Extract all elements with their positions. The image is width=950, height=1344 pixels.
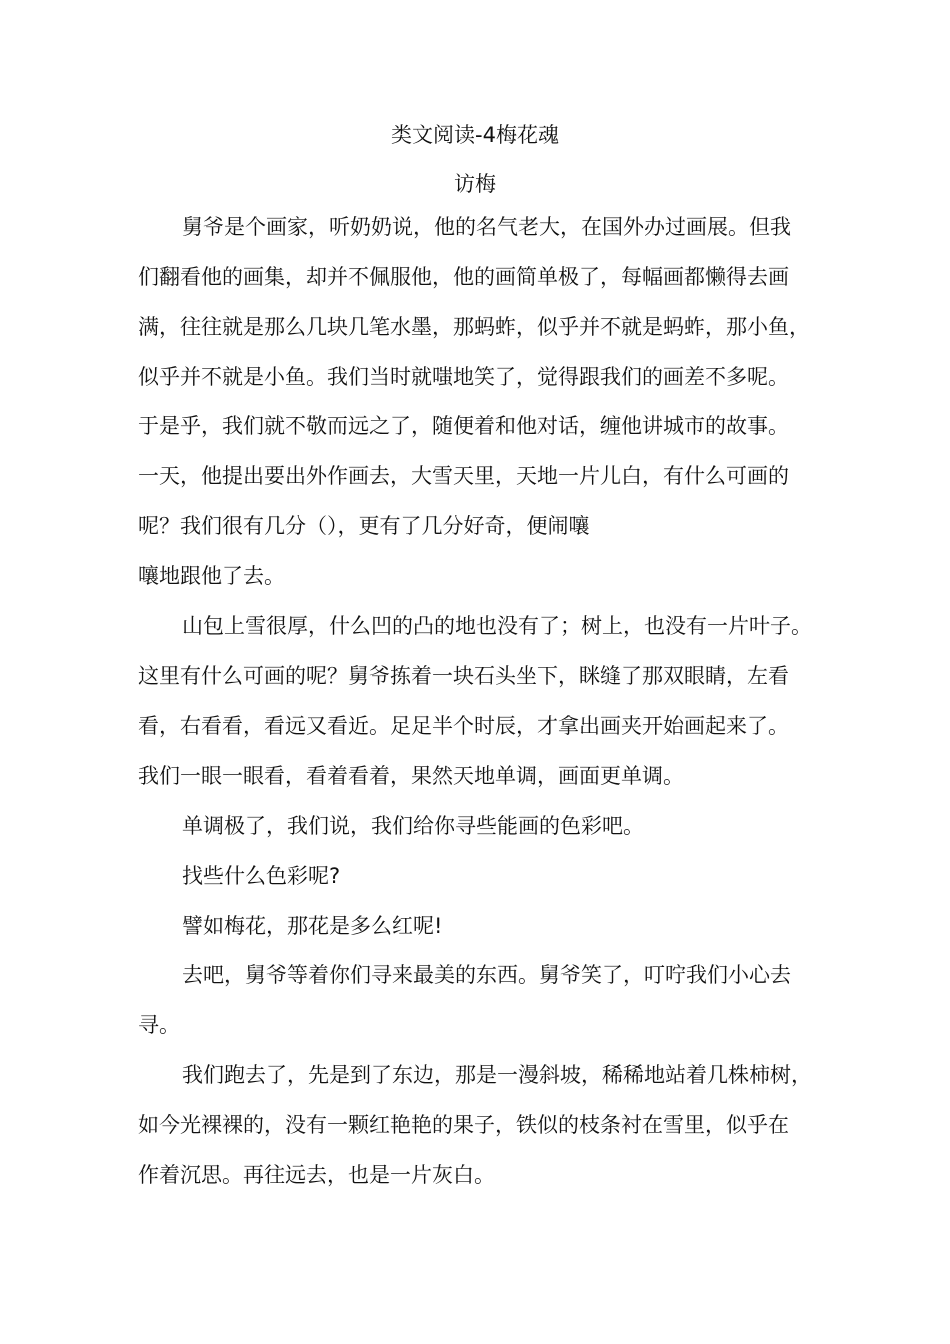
text-line: 这里有什么可画的呢？舅爷拣着一块石头坐下，眯缝了那双眼睛，左看 — [138, 664, 789, 688]
text-line: 似乎并不就是小鱼。我们当时就嗤地笑了，觉得跟我们的画差不多呢。 — [138, 365, 789, 389]
text-line: 舅爷是个画家，听奶奶说，他的名气老大，在国外办过画展。但我 — [182, 215, 791, 239]
text-line: 我们跑去了，先是到了东边，那是一漫斜坡，稀稀地站着几株柿树， — [182, 1063, 812, 1087]
text-line: 满，往往就是那么几块几笔水墨，那蚂蚱，似乎并不就是蚂蚱，那小鱼， — [138, 315, 810, 339]
section-title: 访梅 — [454, 172, 496, 196]
text-line: 如今光裸裸的，没有一颗红艳艳的果子，铁似的枝条衬在雪里，似乎在 — [138, 1113, 789, 1137]
text-line: 我们一眼一眼看，看着看着，果然天地单调，画面更单调。 — [138, 764, 684, 788]
text-line: 看，右看看，看远又看近。足足半个时辰，才拿出画夹开始画起来了。 — [138, 714, 789, 738]
text-line: 们翻看他的画集，却并不佩服他，他的画简单极了，每幅画都懒得去画 — [138, 265, 789, 289]
text-line: 单调极了，我们说，我们给你寻些能画的色彩吧。 — [182, 814, 644, 838]
text-line: 找些什么色彩呢? — [182, 864, 341, 888]
text-line: 作着沉思。再往远去，也是一片灰白。 — [138, 1163, 495, 1187]
text-line: 一天，他提出要出外作画去，大雪天里，天地一片儿白，有什么可画的 — [138, 464, 789, 488]
text-line: 山包上雪很厚，什么凹的凸的地也没有了；树上，也没有一片叶子。 — [182, 614, 812, 638]
text-line: 去吧，舅爷等着你们寻来最美的东西。舅爷笑了，叮咛我们小心去 — [182, 963, 791, 987]
text-line: 于是乎，我们就不敬而远之了，随便着和他对话，缠他讲城市的故事。 — [138, 414, 789, 438]
document-title: 类文阅读-4梅花魂 — [391, 123, 559, 147]
text-line: 呢？我们很有几分（），更有了几分好奇，便闹嚷 — [138, 514, 590, 538]
text-line: 譬如梅花，那花是多么红呢! — [182, 914, 443, 938]
text-line: 嚷地跟他了去。 — [138, 564, 285, 588]
text-line: 寻。 — [138, 1013, 180, 1037]
